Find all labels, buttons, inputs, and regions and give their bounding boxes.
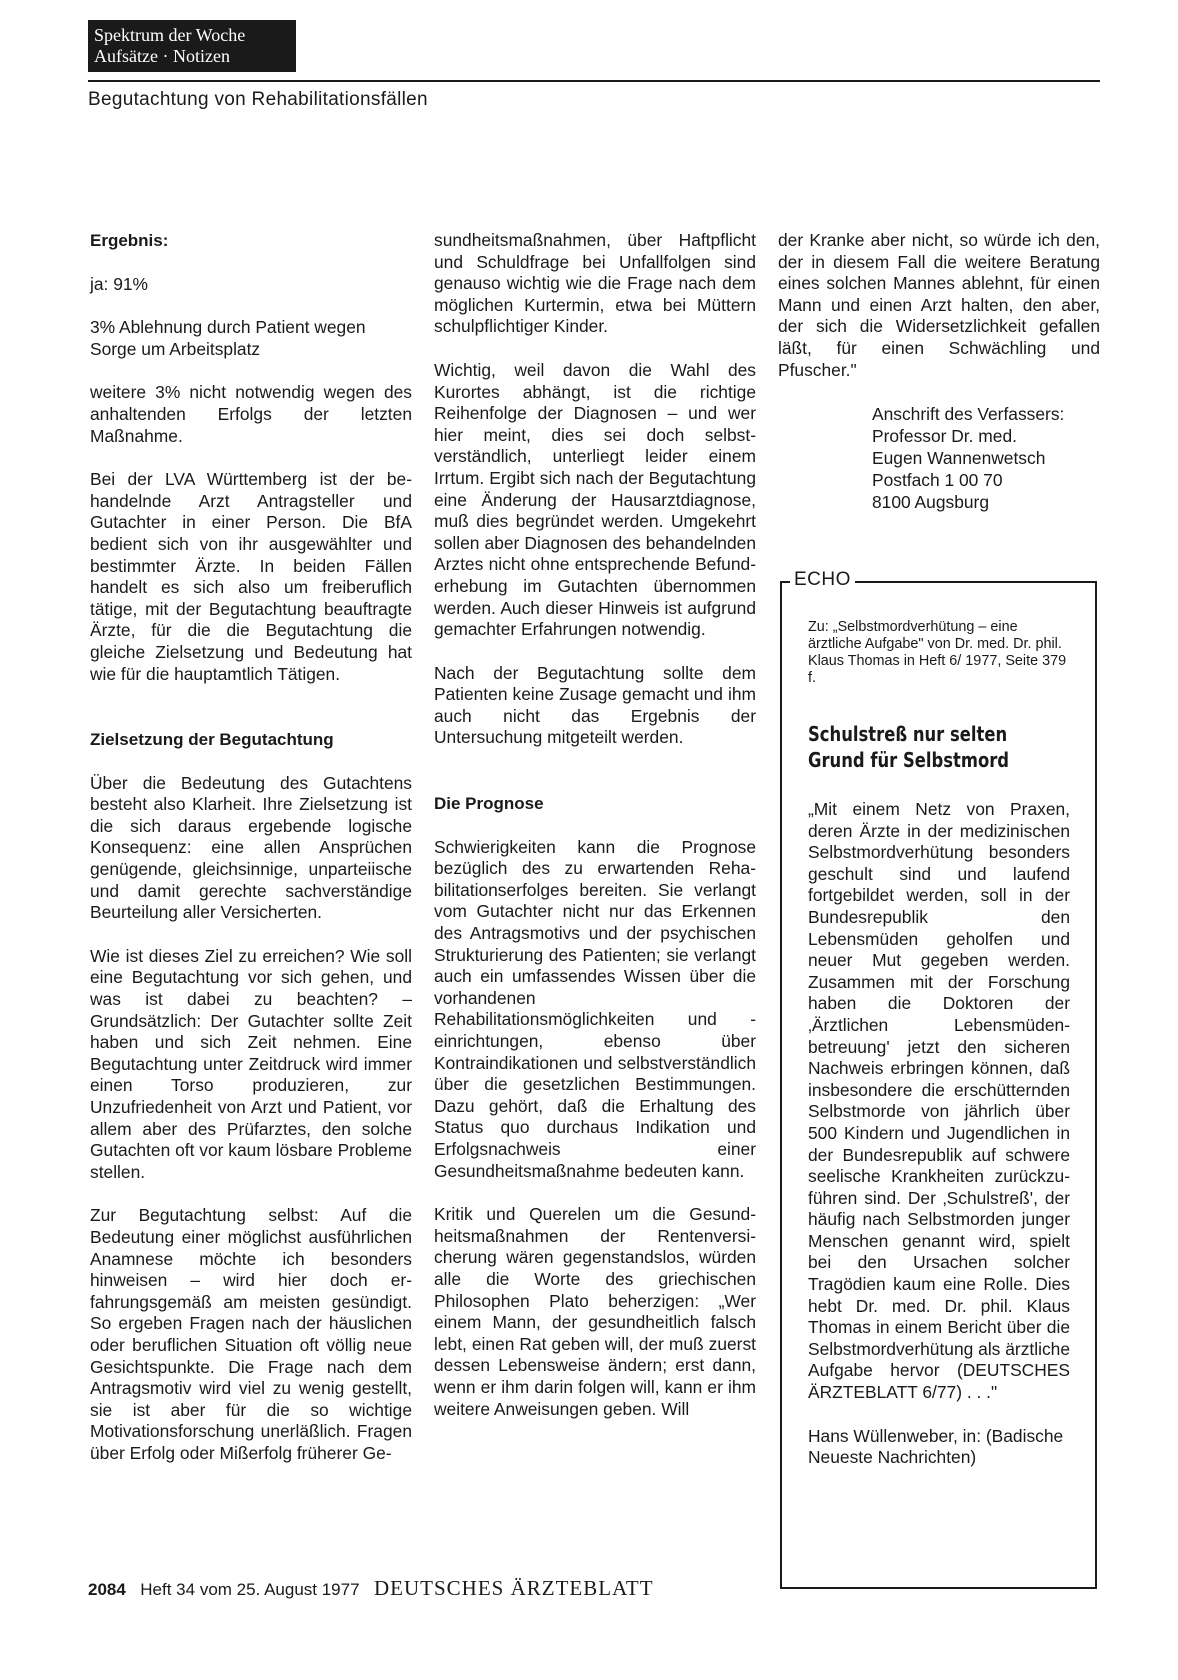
header-rule <box>88 80 1100 82</box>
author-address <box>872 403 1100 513</box>
section-badge-line1: Spektrum der Woche <box>94 25 246 45</box>
echo-body: „Mit einem Netz von Praxen, deren Ärzte in der medizinischen Selbstmordverhütung besonders geschult sind und laufend fortgebildet werden, soll in der Bundesrepublik den Lebensmüden geholfen und neuer Mut gegeben werden. Zusammen mit der Forschung haben die Doktoren der ‚Ärztlichen Lebensmüdenbetreuung' jetzt den sicheren Nachweis erbringen können, daß insbesondere die erschütternden Selbstmorde von jährlich über 500 Kindern und Jugendlichen in der Bundesrepublik auf schwere seelische Krankheiten zurückzuführen sind. Der ‚Schulstreß', der häufig nach Selbstmorden junger Menschen genannt wird, spielt bei den Ursachen solcher Tragödien kaum eine Rolle. Dies hebt Dr. med. Dr. phil. Klaus Thomas in einem Bericht über die Selbstmordverhütung als ärztliche Aufgabe hervor (DEUTSCHES ÄRZTEBLATT 6/77) . . ." <box>808 799 1070 1403</box>
address-city: 8100 Augsburg <box>872 492 990 513</box>
paragraph-schwierigkeiten: Schwierigkeiten kann die Prognose bezüglich des zu erwartenden Rehabilitationserfolges bereiten. Sie verlangt vom Gutachter nicht nur das Erkennen des Antragsmotivs und der psychischen Strukturierung des Patienten; sie verlangt auch ein umfassendes Wissen über die vorhandenen Rehabilitationsmöglichkeiten und -einrichtungen, ebenso über Kontraindikationen und selbstverständlich über die gesetzlichen Bestimmungen. Dazu gehört, daß die Erhaltung des Status quo durchaus Indikation und Erfolgsnachweis einer Gesundheitsmaßnahme bedeuten kann. <box>434 836 756 1181</box>
result-yes: ja: 91% <box>90 273 149 294</box>
echo-label: ECHO <box>790 569 855 591</box>
heading-zielsetzung: Zielsetzung der Begutachtung <box>90 730 334 750</box>
heading-ergebnis: Ergebnis: <box>90 231 169 250</box>
echo-source: Hans Wüllenweber, in: (Badische Neueste Nachrichten) <box>808 1425 1064 1468</box>
spacer <box>90 707 412 729</box>
journal-name: DEUTSCHES ÄRZTEBLATT <box>374 1576 654 1600</box>
echo-title <box>808 721 1023 773</box>
paragraph-wichtig: Wichtig, weil davon die Wahl des Kurortes abhängt, ist die richtige Reihenfolge der Diagnosen – und wer hier meint, dies sei doch selbstverständlich, unterliegt leider einem Irrtum. Ergibt sich nach der Begutachtung eine Änderung der Hausarztdiagnose, muß dies begründet werden. Umgekehrt sollen aber Diagnosen des behandelnden Arztes nicht ohne entsprechende Befunderhebung im Gutachten übernommen werden. Auch dieser Hinweis ist aufgrund gemachter Erfahrungen notwendig. <box>434 359 756 640</box>
page-number: 2084 <box>88 1580 126 1599</box>
address-title: Professor Dr. med. <box>872 426 1017 447</box>
column-1 <box>90 230 412 1487</box>
paragraph-continued: sundheitsmaßnahmen, über Haftpflicht und Schuldfrage bei Unfallfolgen sind genauso wichtig wie die Frage nach dem möglichen Kurtermin, etwa bei Müttern schulpflichtiger Kinder. <box>434 230 756 337</box>
page-footer <box>88 1576 654 1601</box>
echo-title-line1: Schulstreß nur selten <box>808 722 1008 746</box>
echo-reference: Zu: „Selbstmordverhütung – eine ärztliche Aufgabe" von Dr. med. Dr. phil. Klaus Thomas in Heft 6/ 1977, Seite 379 f. <box>808 619 1067 686</box>
paragraph-kritik: Kritik und Querelen um die Gesundheitsmaßnahmen der Rentenversicherung wären gegenstandslos, würden alle die Worte des griechischen Philosophen Plato beherzigen: „Wer einem Mann, der gesundheitlich falsch lebt, einen Rat geben will, der muß zuerst dessen Lebensweise ändern; erst dann, wenn er ihm darin folgen will, kann er ihm weitere Anweisungen geben. Will <box>434 1204 756 1419</box>
section-badge-line2: Aufsätze · Notizen <box>94 46 230 66</box>
issue-info: Heft 34 vom 25. August 1977 <box>140 1580 360 1599</box>
echo-content <box>808 619 1070 1469</box>
column-3 <box>778 230 1100 513</box>
article-subject: Begutachtung von Rehabilitationsfällen <box>88 89 428 110</box>
spacer <box>434 771 756 793</box>
paragraph-begutachtung-selbst: Zur Begutachtung selbst: Auf die Bedeutung einer möglichst ausführlichen Anamnese möchte ich besonders hinweisen – wird hier doch erfahrungsgemäß am meisten gesündigt. So ergeben Fragen nach der häuslichen oder beruflichen Situation oft völlig neue Gesichtspunkte. Die Frage nach dem Antragsmotiv wird viel zu wenig gestellt, sie ist aber für die so wichtige Motivationsforschung unerläßlich. Fragen über Erfolg oder Mißerfolg früherer Ge- <box>90 1205 412 1463</box>
heading-prognose: Die Prognose <box>434 794 544 814</box>
result-rejection: 3% Ablehnung durch Patient wegen Sorge um Arbeitsplatz <box>90 317 366 359</box>
paragraph-ziel-erreichen: Wie ist dieses Ziel zu erreichen? Wie soll eine Begutachtung vor sich gehen, und was ist dabei zu beachten? – Grundsätzlich: Der Gutachter sollte Zeit haben und sich Zeit nehmen. Eine Begutachtung unter Zeitdruck wird immer einen Torso produzieren, zur Unzufriedenheit von Arzt und Patient, vor allem aber des Prüfarztes, den solche Gutachten oft vor kaum lösbare Probleme stellen. <box>90 945 412 1182</box>
column-2 <box>434 230 756 1442</box>
paragraph-lva: Bei der LVA Württemberg ist der behandelnde Arzt Antragsteller und Gutachter in einer Person. Die BfA bedient sich von ihr ausgewählter und bestimmter Ärzte. In beiden Fällen handelt es sich also um freiberuflich tätige, mit der Begutachtung beauftragte Ärzte, für die die Begutachtung die gleiche Zielsetzung und Bedeutung hat wie für die hauptamtlich Tätigen. <box>90 469 412 684</box>
address-label: Anschrift des Verfassers: <box>872 404 1065 425</box>
result-not-needed: weitere 3% nicht notwendig wegen des anhaltenden Erfolgs der letzten Maßnahme. <box>90 382 412 446</box>
address-name: Eugen Wannenwetsch <box>872 448 1046 469</box>
section-badge <box>88 20 296 72</box>
echo-box <box>780 569 1097 1589</box>
echo-title-line2: Grund für Selbstmord <box>808 748 1010 772</box>
paragraph-bedeutung: Über die Bedeutung des Gutachtens besteht also Klarheit. Ihre Zielsetzung ist die sich daraus ergebende logische Konsequenz: eine allen Ansprüchen genügende, gleichsinnige, unparteiische und damit gerechte sachverständige Beurteilung aller Versicherten. <box>90 772 412 923</box>
address-postbox: Postfach 1 00 70 <box>872 470 1003 491</box>
paragraph-nach-begutachtung: Nach der Begutachtung sollte dem Patienten keine Zusage gemacht und ihm auch nicht das Ergebnis der Untersuchung mitgeteilt werden. <box>434 662 756 748</box>
paragraph-continued: der Kranke aber nicht, so würde ich den, der in diesem Fall die weitere Beratung eines solchen Mannes ablehnt, für einen Mann und einen Arzt halten, den aber, der sich die Widersetzlichkeit gefallen läßt, für einen Schwächling und Pfuscher." <box>778 230 1100 380</box>
